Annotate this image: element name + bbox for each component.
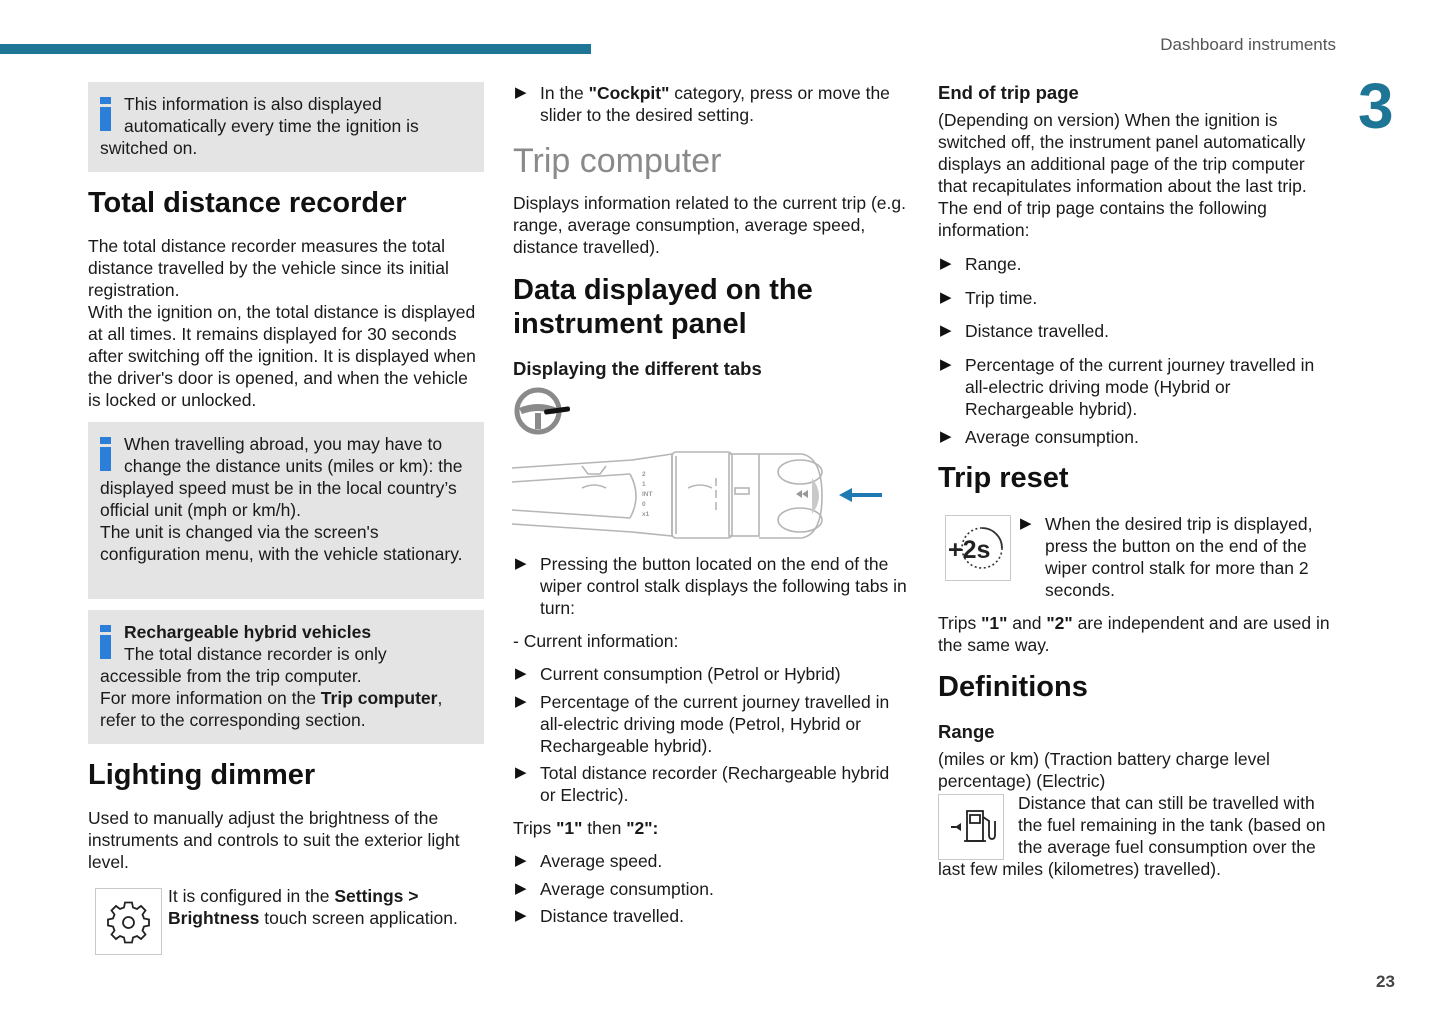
svg-text:+2s: +2s bbox=[948, 536, 991, 564]
arrow-bullet-icon: ▶ bbox=[940, 322, 952, 339]
bullet-item: ▶ Current consumption (Petrol or Hybrid) bbox=[515, 664, 841, 684]
info-icon bbox=[100, 437, 112, 471]
bullet-item: ▶ Distance travelled. bbox=[515, 906, 684, 926]
paragraph: (Depending on version) When the ignition is switched off, the instrument panel automatically displays an additional page of the trip computer that recapitulates information about the last trip. The end of trip page contains the following information: bbox=[938, 110, 1307, 240]
stalk-label: 2 bbox=[642, 471, 646, 478]
paragraph-range-desc: Distance that can still be travelled with the fuel remaining in the tank (based on the average fuel consumption over the last few miles (kilometres) travelled). bbox=[938, 793, 1326, 879]
arrow-bullet-icon: ▶ bbox=[940, 289, 952, 306]
arrow-bullet-icon: ▶ bbox=[515, 693, 527, 710]
info-text: For more information on the Trip computer, refer to the corresponding section. bbox=[100, 688, 443, 730]
info-box-hybrid bbox=[88, 610, 484, 744]
reset-timer-icon bbox=[945, 515, 1011, 581]
arrow-bullet-icon: ▶ bbox=[515, 907, 527, 924]
heading-total-distance: Total distance recorder bbox=[88, 187, 407, 219]
heading-lighting-dimmer: Lighting dimmer bbox=[88, 759, 316, 791]
subheading-range: Range bbox=[938, 721, 995, 742]
bullet-item: ▶ Percentage of the current journey travelled in all-electric driving mode (Hybrid or Rechargeable hybrid). bbox=[940, 355, 1315, 419]
info-text: The unit is changed via the screen's configuration menu, with the vehicle stationary. bbox=[100, 522, 463, 564]
heading-trip-computer: Trip computer bbox=[513, 142, 722, 180]
page-number: 23 bbox=[1376, 972, 1395, 991]
arrow-bullet-icon: ▶ bbox=[515, 852, 527, 869]
steering-wheel-icon bbox=[512, 386, 572, 436]
stalk-label: 1 bbox=[642, 481, 646, 488]
trips-label: Trips "1" then "2": bbox=[513, 818, 659, 838]
current-info-label: - Current information: bbox=[513, 631, 679, 651]
paragraph: The total distance recorder measures the total distance travelled by the vehicle since its initial registration. With the ignition on, the total distance is displayed at all times. It remains displayed for 30 seconds after switching off the ignition. It is displayed when the driver's door is opened, and when the vehicle is locked or unlocked. bbox=[88, 236, 476, 410]
bullet-pressing: ▶ Pressing the button located on the end of the wiper control stalk displays the following tabs in turn: bbox=[515, 554, 907, 618]
bullet-item: ▶ Average speed. bbox=[515, 851, 663, 871]
paragraph: Used to manually adjust the brightness of the instruments and controls to suit the exterior light level. bbox=[88, 808, 460, 872]
arrow-bullet-icon: ▶ bbox=[940, 356, 952, 373]
bullet-cockpit: ▶ In the "Cockpit" category, press or move the slider to the desired setting. bbox=[515, 83, 890, 125]
arrow-bullet-icon: ▶ bbox=[515, 880, 527, 897]
paragraph: (miles or km) (Traction battery charge level percentage) (Electric) bbox=[938, 749, 1270, 791]
bullet-item: ▶ Distance travelled. bbox=[940, 321, 1109, 341]
settings-gear-icon bbox=[95, 888, 162, 955]
bullet-item: ▶ Average consumption. bbox=[940, 427, 1139, 447]
arrow-bullet-icon: ▶ bbox=[515, 84, 527, 101]
info-text: The total distance recorder is only accessible from the trip computer. bbox=[100, 644, 387, 686]
subheading-end-of-trip: End of trip page bbox=[938, 82, 1079, 103]
info-box-ignition bbox=[88, 82, 484, 172]
heading-definitions: Definitions bbox=[938, 671, 1088, 703]
info-title: Rechargeable hybrid vehicles bbox=[124, 622, 372, 642]
stalk-label: INT bbox=[642, 491, 653, 498]
arrow-bullet-icon: ▶ bbox=[940, 428, 952, 445]
stalk-label: x1 bbox=[642, 511, 650, 518]
heading-trip-reset: Trip reset bbox=[938, 462, 1069, 494]
paragraph-trips: Trips "1" and "2" are independent and are used in the same way. bbox=[938, 613, 1330, 655]
stalk-label: 0 bbox=[642, 501, 646, 508]
bullet-item: ▶ Range. bbox=[940, 254, 1022, 274]
info-icon bbox=[100, 97, 112, 131]
bullet-item: ▶ Total distance recorder (Rechargeable hybrid or Electric). bbox=[515, 763, 890, 805]
section-title: Dashboard instruments bbox=[1160, 35, 1336, 54]
arrow-bullet-icon: ▶ bbox=[515, 764, 527, 781]
arrow-bullet-icon: ▶ bbox=[940, 255, 952, 272]
info-icon bbox=[100, 625, 112, 659]
paragraph-settings: It is configured in the Settings > Brightness touch screen application. bbox=[168, 886, 458, 928]
bullet-reset: ▶ When the desired trip is displayed, press the button on the end of the wiper control stalk for more than 2 seconds. bbox=[1020, 514, 1313, 600]
arrow-bullet-icon: ▶ bbox=[515, 665, 527, 682]
heading-data-displayed: Data displayed on the instrument panel bbox=[513, 274, 813, 340]
paragraph: Displays information related to the current trip (e.g. range, average consumption, average speed, distance travelled). bbox=[513, 193, 906, 257]
info-box-units bbox=[88, 422, 484, 599]
header-accent-bar bbox=[0, 44, 591, 54]
arrow-bullet-icon: ▶ bbox=[515, 555, 527, 572]
info-text: This information is also displayed automatically every time the ignition is switched on. bbox=[100, 94, 419, 158]
info-text: When travelling abroad, you may have to change the distance units (miles or km): the displayed speed must be in the local country’s official unit (mph or km/h). bbox=[100, 434, 463, 520]
bullet-item: ▶ Average consumption. bbox=[515, 879, 714, 899]
chapter-number: 3 bbox=[1358, 70, 1394, 142]
bullet-item: ▶ Trip time. bbox=[940, 288, 1038, 308]
subheading-tabs: Displaying the different tabs bbox=[513, 358, 762, 379]
arrow-bullet-icon: ▶ bbox=[1020, 515, 1032, 532]
wiper-stalk-illustration bbox=[512, 448, 902, 543]
bullet-item: ▶ Percentage of the current journey travelled in all-electric driving mode (Petrol, Hybrid or Rechargeable hybrid). bbox=[515, 692, 890, 756]
